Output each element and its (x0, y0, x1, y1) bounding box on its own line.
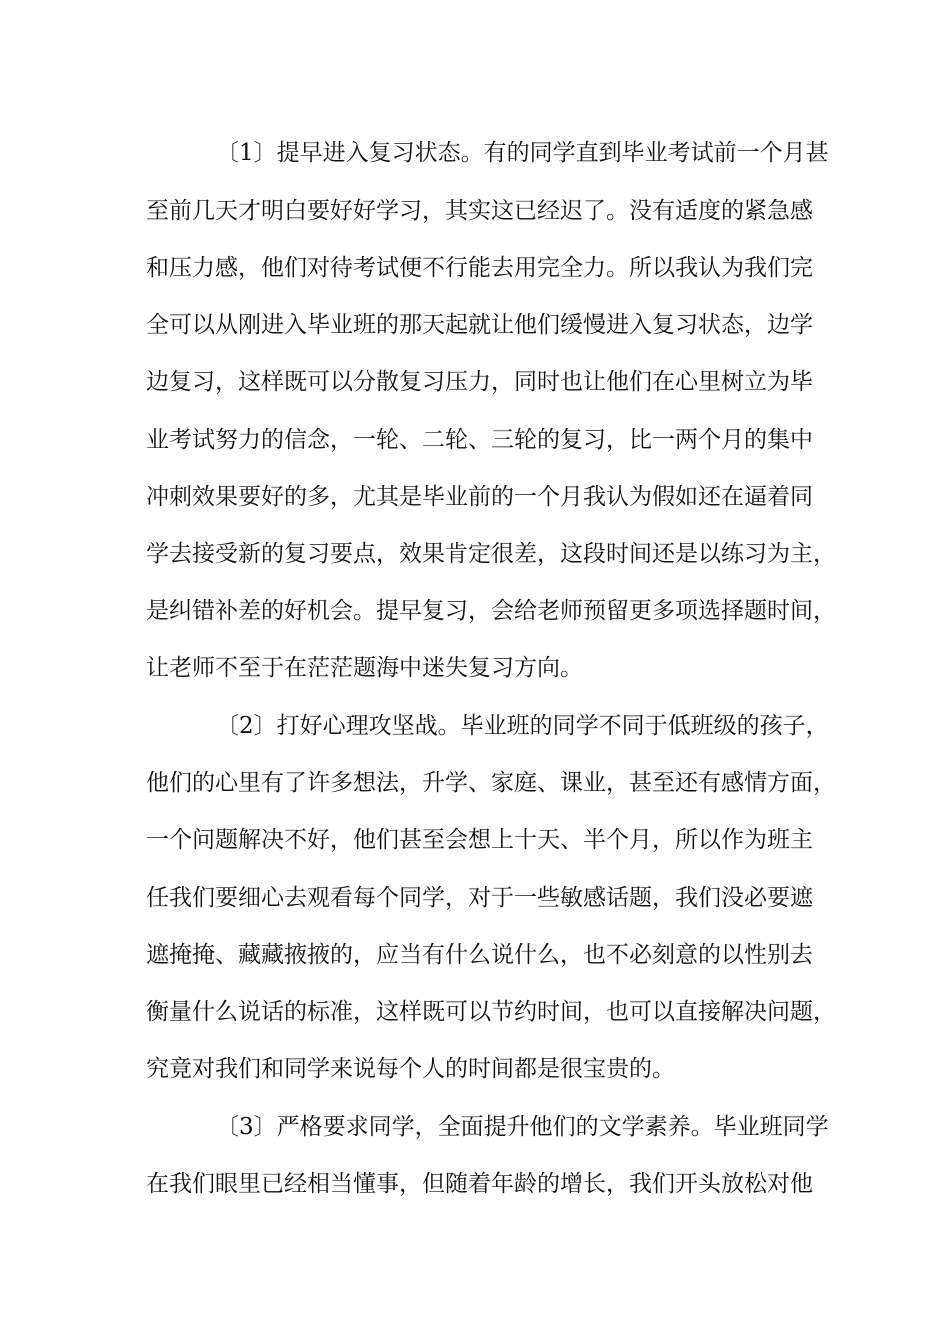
paragraph-2-line-4: 任我们要细心去观看每个同学，对于一些敏感话题，我们没必要遮 (146, 885, 813, 911)
paragraph-2-line-5: 遮掩掩、藏藏掖掖的，应当有什么说什么，也不必刻意的以性别去 (146, 942, 813, 968)
paragraph-1-line-6: 业考试努力的信念，一轮、二轮、三轮的复习，比一两个月的集中 (146, 427, 813, 453)
paragraph-1-line-3: 和压力感，他们对待考试便不行能去用完全力。所以我认为我们完 (146, 255, 813, 281)
paragraph-1-line-2: 至前几天才明白要好好学习，其实这已经迟了。没有适度的紧急感 (146, 198, 813, 224)
paragraph-3-line-2: 在我们眼里已经相当懂事，但随着年龄的增长，我们开头放松对他 (146, 1171, 813, 1197)
paragraph-2-line-2: 他们的心里有了许多想法，升学、家庭、课业，甚至还有感情方面， (146, 770, 836, 796)
paragraph-2-line-6: 衡量什么说话的标准，这样既可以节约时间，也可以直接解决问题， (146, 999, 836, 1025)
paragraph-1-line-10: 让老师不至于在茫茫题海中迷失复习方向。 (146, 655, 583, 681)
paragraph-1-line-1: 〔1〕提早进入复习状态。有的同学直到毕业考试前一个月甚 (216, 140, 829, 166)
paragraph-1-line-5: 边复习，这样既可以分散复习压力，同时也让他们在心里树立为毕 (146, 369, 813, 395)
paragraph-2-line-7: 究竟对我们和同学来说每个人的时间都是很宝贵的。 (146, 1056, 675, 1082)
paragraph-1-line-8: 学去接受新的复习要点，效果肯定很差，这段时间还是以练习为主， (146, 541, 836, 567)
paragraph-1-line-7: 冲刺效果要好的多，尤其是毕业前的一个月我认为假如还在逼着同 (146, 484, 813, 510)
paragraph-1-line-4: 全可以从刚进入毕业班的那天起就让他们缓慢进入复习状态，边学 (146, 312, 813, 338)
paragraph-1-line-9: 是纠错补差的好机会。提早复习，会给老师预留更多项选择题时间， (146, 598, 836, 624)
paragraph-3-line-1: 〔3〕严格要求同学，全面提升他们的文学素养。毕业班同学 (216, 1114, 829, 1140)
paragraph-2-line-1: 〔2〕打好心理攻坚战。毕业班的同学不同于低班级的孩子， (216, 713, 829, 739)
paragraph-2-line-3: 一个问题解决不好，他们甚至会想上十天、半个月，所以作为班主 (146, 827, 813, 853)
